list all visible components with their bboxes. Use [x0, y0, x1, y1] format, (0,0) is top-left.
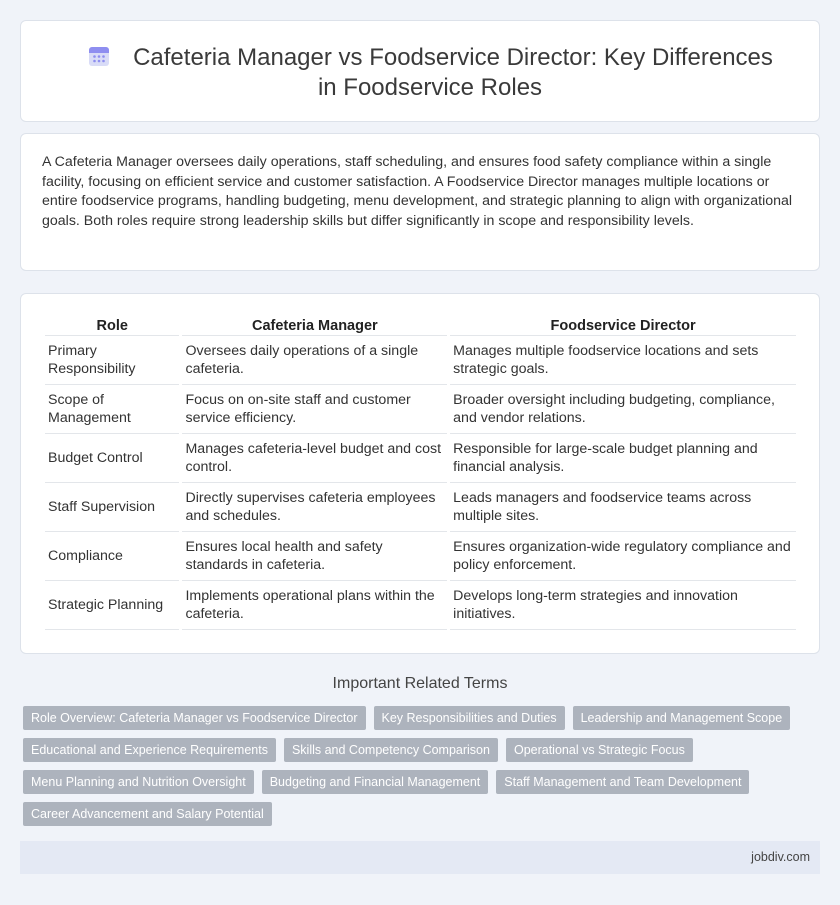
- table-header-row: [45, 315, 796, 336]
- tag-row: [23, 770, 823, 794]
- table-row: [45, 581, 796, 630]
- related-term-tag[interactable]: Skills and Competency Comparison: [284, 738, 498, 762]
- table-row: [45, 336, 796, 385]
- footer-site-link[interactable]: jobdiv.com: [751, 850, 810, 864]
- related-term-tag[interactable]: Career Advancement and Salary Potential: [23, 802, 272, 826]
- title-card: [20, 20, 820, 122]
- foodservice-director-cell: Responsible for large-scale budget planning and financial analysis.: [450, 434, 796, 483]
- related-term-tag[interactable]: Budgeting and Financial Management: [262, 770, 489, 794]
- related-term-tag[interactable]: Educational and Experience Requirements: [23, 738, 276, 762]
- related-term-tag[interactable]: Staff Management and Team Development: [496, 770, 749, 794]
- cafeteria-manager-cell: Oversees daily operations of a single cafeteria.: [182, 336, 447, 385]
- tag-row: [23, 802, 823, 826]
- page-title-text: Cafeteria Manager vs Foodservice Director: Key Differences in Foodservice Roles: [133, 44, 773, 101]
- header-role: Role: [45, 315, 179, 336]
- foodservice-director-cell: Broader oversight including budgeting, compliance, and vendor relations.: [450, 385, 796, 434]
- row-label: Scope of Management: [45, 385, 179, 434]
- foodservice-director-cell: Develops long-term strategies and innovation initiatives.: [450, 581, 796, 630]
- cafeteria-manager-cell: Implements operational plans within the cafeteria.: [182, 581, 447, 630]
- related-term-tag[interactable]: Menu Planning and Nutrition Oversight: [23, 770, 254, 794]
- related-term-tag[interactable]: Operational vs Strategic Focus: [506, 738, 693, 762]
- page-title: [81, 43, 779, 103]
- table-row: [45, 532, 796, 581]
- cafeteria-manager-cell: Manages cafeteria-level budget and cost control.: [182, 434, 447, 483]
- row-label: Strategic Planning: [45, 581, 179, 630]
- comparison-table: [42, 315, 799, 630]
- tag-row: [23, 738, 823, 762]
- tag-row: [23, 706, 823, 730]
- table-row: [45, 385, 796, 434]
- header-foodservice-director: Foodservice Director: [450, 315, 796, 336]
- foodservice-director-cell: Ensures organization-wide regulatory compliance and policy enforcement.: [450, 532, 796, 581]
- foodservice-director-cell: Manages multiple foodservice locations and sets strategic goals.: [450, 336, 796, 385]
- intro-paragraph: A Cafeteria Manager oversees daily operations, staff scheduling, and ensures food safety compliance within a single facility, focusing on efficient service and customer satisfaction. A Foodservice Director manages multiple locations or entire foodservice programs, handling budgeting, menu development, and strategic planning to align with organizational goals. Both roles require strong leadership skills but differ significantly in scope and responsibility levels.: [42, 154, 793, 229]
- row-label: Primary Responsibility: [45, 336, 179, 385]
- related-term-tag[interactable]: Role Overview: Cafeteria Manager vs Foodservice Director: [23, 706, 366, 730]
- table-row: [45, 434, 796, 483]
- related-terms-title: Important Related Terms: [332, 675, 508, 692]
- row-label: Compliance: [45, 532, 179, 581]
- cafeteria-manager-cell: Ensures local health and safety standards in cafeteria.: [182, 532, 447, 581]
- cafeteria-manager-cell: Focus on on-site staff and customer service efficiency.: [182, 385, 447, 434]
- related-terms-list: [23, 706, 823, 834]
- intro-card: [20, 133, 820, 271]
- foodservice-director-cell: Leads managers and foodservice teams across multiple sites.: [450, 483, 796, 532]
- related-term-tag[interactable]: Key Responsibilities and Duties: [374, 706, 565, 730]
- footer-bar: [20, 841, 820, 874]
- row-label: Budget Control: [45, 434, 179, 483]
- table-row: [45, 483, 796, 532]
- cafeteria-manager-cell: Directly supervises cafeteria employees and schedules.: [182, 483, 447, 532]
- header-cafeteria-manager: Cafeteria Manager: [182, 315, 447, 336]
- row-label: Staff Supervision: [45, 483, 179, 532]
- comparison-table-card: [20, 293, 820, 654]
- related-term-tag[interactable]: Leadership and Management Scope: [573, 706, 791, 730]
- calendar-grid-icon: [87, 44, 111, 68]
